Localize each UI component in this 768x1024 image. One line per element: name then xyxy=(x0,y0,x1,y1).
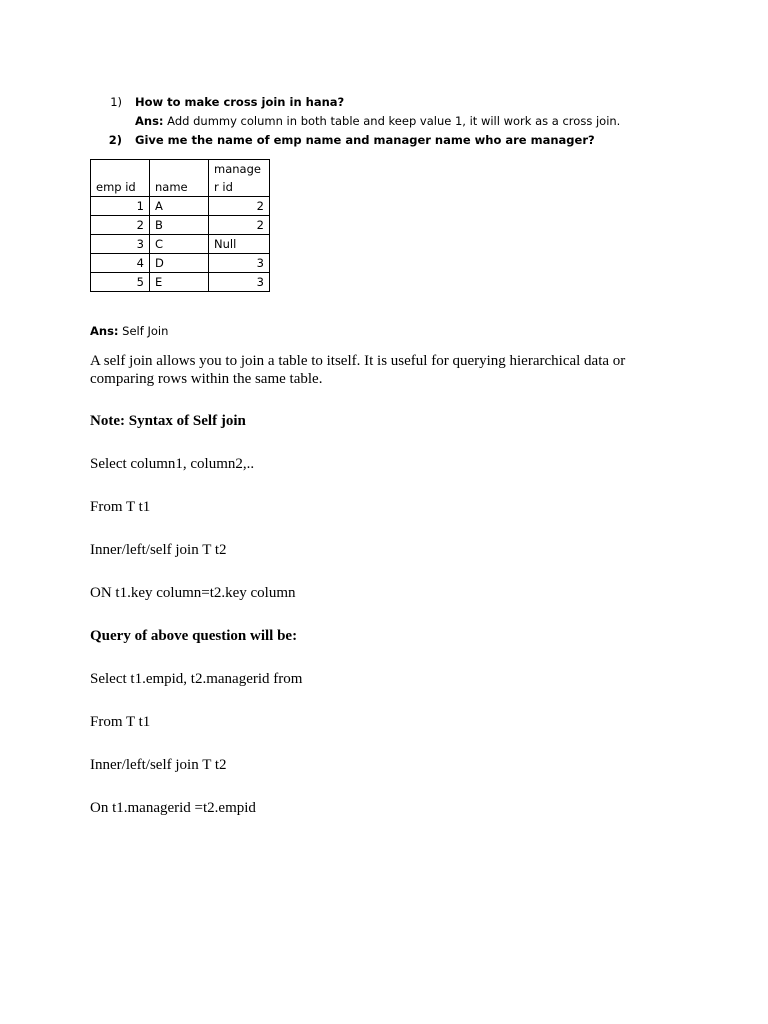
answer-text: Add dummy column in both table and keep value 1, it will work as a cross join. xyxy=(163,114,621,128)
table-cell: 3 xyxy=(209,273,270,292)
table-row xyxy=(91,216,270,235)
question-1-text: How to make cross join in hana? xyxy=(135,95,345,109)
syntax-line: From T t1 xyxy=(90,499,151,515)
syntax-line: ON t1.key column=t2.key column xyxy=(90,585,296,601)
employee-table xyxy=(90,159,270,292)
answer-2 xyxy=(90,324,168,338)
table-cell: A xyxy=(150,197,209,216)
description-paragraph: A self join allows you to join a table to itself. It is useful for querying hierarchical data or comparing rows within the same table. xyxy=(90,353,626,387)
table-row xyxy=(91,254,270,273)
query-line: From T t1 xyxy=(90,714,151,730)
table-cell: 2 xyxy=(209,216,270,235)
table-header-name: name xyxy=(150,160,209,197)
table-cell: 4 xyxy=(91,254,150,273)
table-cell: B xyxy=(150,216,209,235)
table-cell: 3 xyxy=(91,235,150,254)
table-row xyxy=(91,197,270,216)
question-2-text: Give me the name of emp name and manager name who are manager? xyxy=(135,133,595,147)
question-1-answer xyxy=(135,114,620,128)
table-header-row xyxy=(91,160,270,197)
query-heading: Query of above question will be: xyxy=(90,628,298,644)
question-2-number: 2) xyxy=(108,133,122,147)
table-cell: E xyxy=(150,273,209,292)
table-cell: C xyxy=(150,235,209,254)
table-header-manager-id: manage r id xyxy=(209,160,270,197)
note-heading: Note: Syntax of Self join xyxy=(90,413,246,429)
table-cell: Null xyxy=(209,235,270,254)
table-cell: 2 xyxy=(209,197,270,216)
table-row xyxy=(91,273,270,292)
query-line: Select t1.empid, t2.managerid from xyxy=(90,671,303,687)
table-cell: 2 xyxy=(91,216,150,235)
syntax-line: Select column1, column2,.. xyxy=(90,456,255,472)
table-header-emp-id: emp id xyxy=(91,160,150,197)
table-row xyxy=(91,235,270,254)
answer-text: Self Join xyxy=(118,324,169,338)
table-cell: 5 xyxy=(91,273,150,292)
query-line: On t1.managerid =t2.empid xyxy=(90,800,256,816)
answer-label: Ans: xyxy=(90,324,119,338)
table-cell: D xyxy=(150,254,209,273)
question-1-number: 1) xyxy=(110,95,122,109)
syntax-line: Inner/left/self join T t2 xyxy=(90,542,227,558)
answer-label: Ans: xyxy=(135,114,164,128)
table-cell: 3 xyxy=(209,254,270,273)
query-line: Inner/left/self join T t2 xyxy=(90,757,227,773)
table-cell: 1 xyxy=(91,197,150,216)
